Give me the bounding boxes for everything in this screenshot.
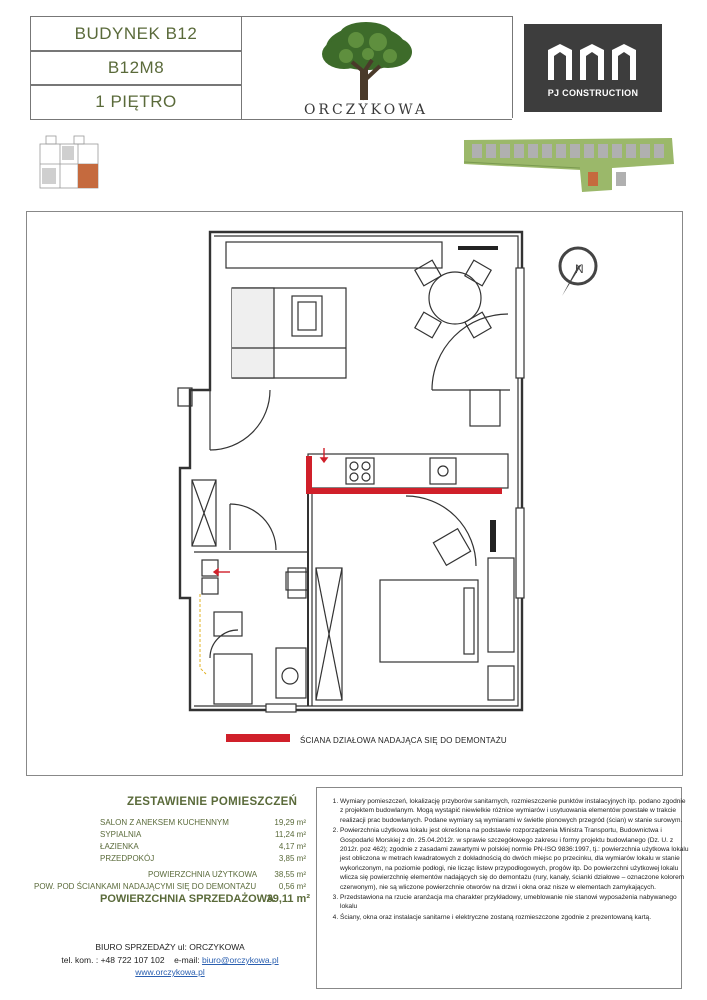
note-item: 4. Ściany, okna oraz instalacje sanitarne i elektryczne zostaną rozmieszczone zgodnie z prezentowaną kartą. — [340, 913, 690, 922]
room-area: 4,17 m² — [278, 842, 306, 851]
note-item: 1. Wymiary pomieszczeń, lokalizację przyborów sanitarnych, rozmieszczenie punktów instalacyjnych itp. podano zgodnie z projektem budowlanym. Mogą wystąpić niewielkie różnice wymiarów i usytuowania elementów powstałe w trakcie realizacji prac budowlanych. Podane wymiary są wymiarami w świetle pionowych przegród (ścian) w stanie surowym. — [340, 797, 690, 825]
rooms-title: ZESTAWIENIE POMIESZCZEŃ — [127, 796, 298, 808]
floor-plan-drawing — [170, 228, 530, 718]
floor-label: 1 PIĘTRO — [30, 84, 242, 120]
room-name: ŁAZIENKA — [100, 842, 139, 851]
pj-construction-logo — [524, 24, 662, 112]
tree-logo-icon — [316, 20, 416, 102]
note-item: 2. Powierzchnia użytkowa lokalu jest określona na podstawie rozporządzenia Ministra Transportu, Budownictwa i Gospodarki Morskiej z dn. 25.04.2012r. w sprawie szczegółowego zakresu i formy projektu budowlanego (Dz. U. z 2012r. poz 462); zgodnie z zasadami zawartymi w polskiej normie PN-ISO 9836:1997, tj.: powierzchnia użytkowa lokalu jest obliczona w metrach kwadratowych z dokładnością do dwóch miejsc po przecinku, dla wymiarów lokalu w stanie wykończonym, na poziomie podłogi, nie licząc listew przypodłogowych, progów itp. Do powierzchni użytkowej lokalu wlicza się powierzchnię elementów nadających się do demontażu (rury, kanały, ścianki działowe – oznaczone kolorem czerwonym), nie są wliczone powierzchnie otworów na drzwi i okna oraz nisze w elementach zamykających. — [340, 826, 690, 892]
email-label: e-mail: — [174, 955, 200, 965]
sales-area-value: 39,11 m² — [266, 893, 310, 905]
compass-icon — [548, 238, 608, 302]
compass-north-label: N — [575, 262, 584, 276]
email-link[interactable]: biuro@orczykowa.pl — [201, 955, 279, 965]
room-area: 11,24 m² — [275, 830, 306, 839]
legend-label: ŚCIANA DZIAŁOWA NADAJĄCA SIĘ DO DEMONTAŻU — [300, 736, 507, 745]
floor-keyplan-icon — [34, 134, 104, 198]
room-area: 3,85 m² — [278, 854, 306, 863]
unit-label: B12M8 — [30, 50, 242, 86]
room-name: SYPIALNIA — [100, 830, 142, 839]
walls-area-label: POW. POD ŚCIANKAMI NADAJĄCYMI SIĘ DO DEMONTAŻU — [34, 882, 257, 891]
orczykowa-logo-text: ORCZYKOWA — [303, 102, 429, 118]
website-link[interactable]: www.orczykowa.pl — [135, 967, 205, 977]
sales-area-label: POWIERZCHNIA SPRZEDAŻOWA — [100, 893, 275, 905]
pj-logo-mark-icon — [546, 42, 640, 82]
usable-area-label: POWIERZCHNIA UŻYTKOWA — [148, 870, 258, 879]
sales-office: BIURO SPRZEDAŻY ul: ORCZYKOWA — [95, 942, 245, 952]
room-area: 19,29 m² — [274, 818, 306, 827]
legend-swatch — [226, 734, 290, 742]
pj-logo-text: PJ CONSTRUCTION — [547, 88, 639, 98]
building-label: BUDYNEK B12 — [30, 16, 242, 52]
notes-list — [326, 797, 690, 923]
contact-line — [20, 955, 320, 965]
usable-area-value: 38,55 m² — [274, 870, 306, 879]
room-name: PRZEDPOKÓJ — [100, 854, 155, 863]
walls-area-value: 0,56 m² — [278, 882, 306, 891]
site-keyplan-icon — [462, 134, 677, 194]
note-item: 3. Przedstawiona na rzucie aranżacja ma charakter przykładowy, umeblowanie nie stanowi wyposażenia nabywanego lokalu — [340, 893, 690, 912]
header-divider — [512, 16, 513, 118]
phone: tel. kom. : +48 722 107 102 — [61, 955, 165, 965]
room-name: SALON Z ANEKSEM KUCHENNYM — [100, 818, 229, 827]
